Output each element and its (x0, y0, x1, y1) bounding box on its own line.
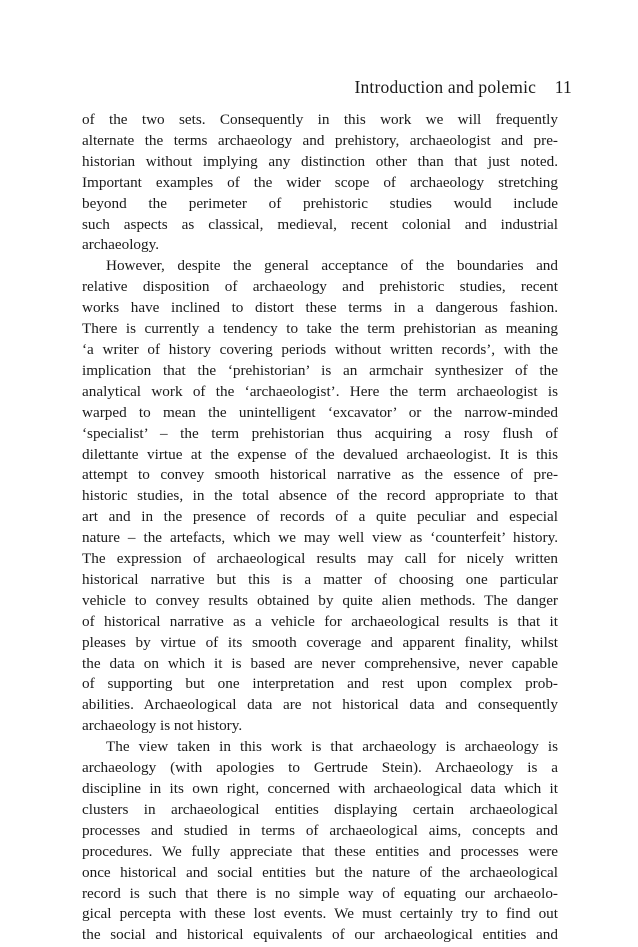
paragraph (82, 737, 558, 946)
text-line: discipline in its own right, concerned with archaeological data which it (82, 780, 558, 797)
text-line: Important examples of the wider scope of archaeology stretching (82, 173, 558, 191)
chapter-title: Introduction and polemic (354, 77, 537, 97)
text-line: There is currently a tendency to take the term prehistorian as meaning (82, 320, 558, 338)
text-line: pleases by virtue of its smooth coverage and apparent finality, whilst (82, 633, 558, 651)
text-line: the data on which it is based are never comprehensive, never capable (82, 654, 558, 672)
text-line: dilettante virtue at the expense of the devalued archaeologist. It is this (82, 445, 558, 463)
text-line: processes and studied in terms of archaeological aims, concepts and (82, 821, 558, 839)
text-line: such aspects as classical, medieval, recent colonial and industrial (82, 215, 558, 233)
text-line: warped to mean the unintelligent ‘excavator’ or the narrow-minded (82, 403, 558, 421)
text-line: procedures. We fully appreciate that these entities and processes were (82, 842, 558, 860)
text-line: attempt to convey smooth historical narrative as the essence of pre- (82, 466, 558, 484)
paragraph (82, 110, 558, 256)
text-line: alternate the terms archaeology and prehistory, archaeologist and pre- (82, 131, 558, 149)
text-line: implication that the ‘prehistorian’ is an armchair synthesizer of the (82, 361, 558, 379)
text-line: vehicle to convey results obtained by quite alien methods. The danger (82, 591, 558, 609)
text-line: The view taken in this work is that archaeology is archaeology is (106, 738, 558, 756)
text-line: ‘specialist’ – the term prehistorian thus acquiring a rosy flush of (82, 424, 558, 442)
paragraph (82, 256, 558, 737)
text-line: historian without implying any distinction other than that just noted. (82, 152, 558, 170)
text-line: archaeology. (82, 236, 160, 254)
text-line: However, despite the general acceptance of the boundaries and (106, 257, 558, 275)
text-line: the social and historical equivalents of our archaeological entities and (82, 926, 558, 944)
running-head (354, 77, 572, 98)
text-line: of historical narrative as a vehicle for archaeological results is that it (82, 612, 558, 630)
text-line: relative disposition of archaeology and prehistoric studies, recent (82, 278, 558, 296)
page-number: 11 (554, 77, 572, 97)
text-line: beyond the perimeter of prehistoric studies would include (82, 194, 558, 212)
text-line: abilities. Archaeological data are not historical data and consequently (82, 696, 558, 714)
text-line: archaeology (with apologies to Gertrude Stein). Archaeology is a (82, 759, 558, 777)
text-line: of the two sets. Consequently in this work we will frequently (82, 111, 558, 128)
text-line: The expression of archaeological results may call for nicely written (82, 550, 558, 568)
body-text (82, 110, 558, 946)
text-line: archaeology is not history. (82, 717, 243, 735)
text-line: historic studies, in the total absence of the record appropriate to that (82, 487, 558, 505)
text-line: analytical work of the ‘archaeologist’. Here the term archaeologist is (82, 382, 558, 400)
text-line: record is such that there is no simple way of equating our archaeolo- (82, 884, 558, 902)
text-line: art and in the presence of records of a quite peculiar and especial (82, 508, 558, 526)
text-line: clusters in archaeological entities displaying certain archaeological (82, 800, 558, 818)
text-line: once historical and social entities but the nature of the archaeological (82, 863, 558, 881)
text-line: historical narrative but this is a matter of choosing one particular (82, 570, 558, 588)
text-line: nature – the artefacts, which we may well view as ‘counterfeit’ history. (82, 529, 558, 547)
text-line: of supporting but one interpretation and rest upon complex prob- (82, 675, 558, 693)
text-line: ‘a writer of history covering periods without written records’, with the (82, 340, 558, 358)
text-line: works have inclined to distort these terms in a dangerous fashion. (82, 299, 558, 317)
text-line: gical percepta with these lost events. We must certainly try to find out (82, 905, 558, 923)
